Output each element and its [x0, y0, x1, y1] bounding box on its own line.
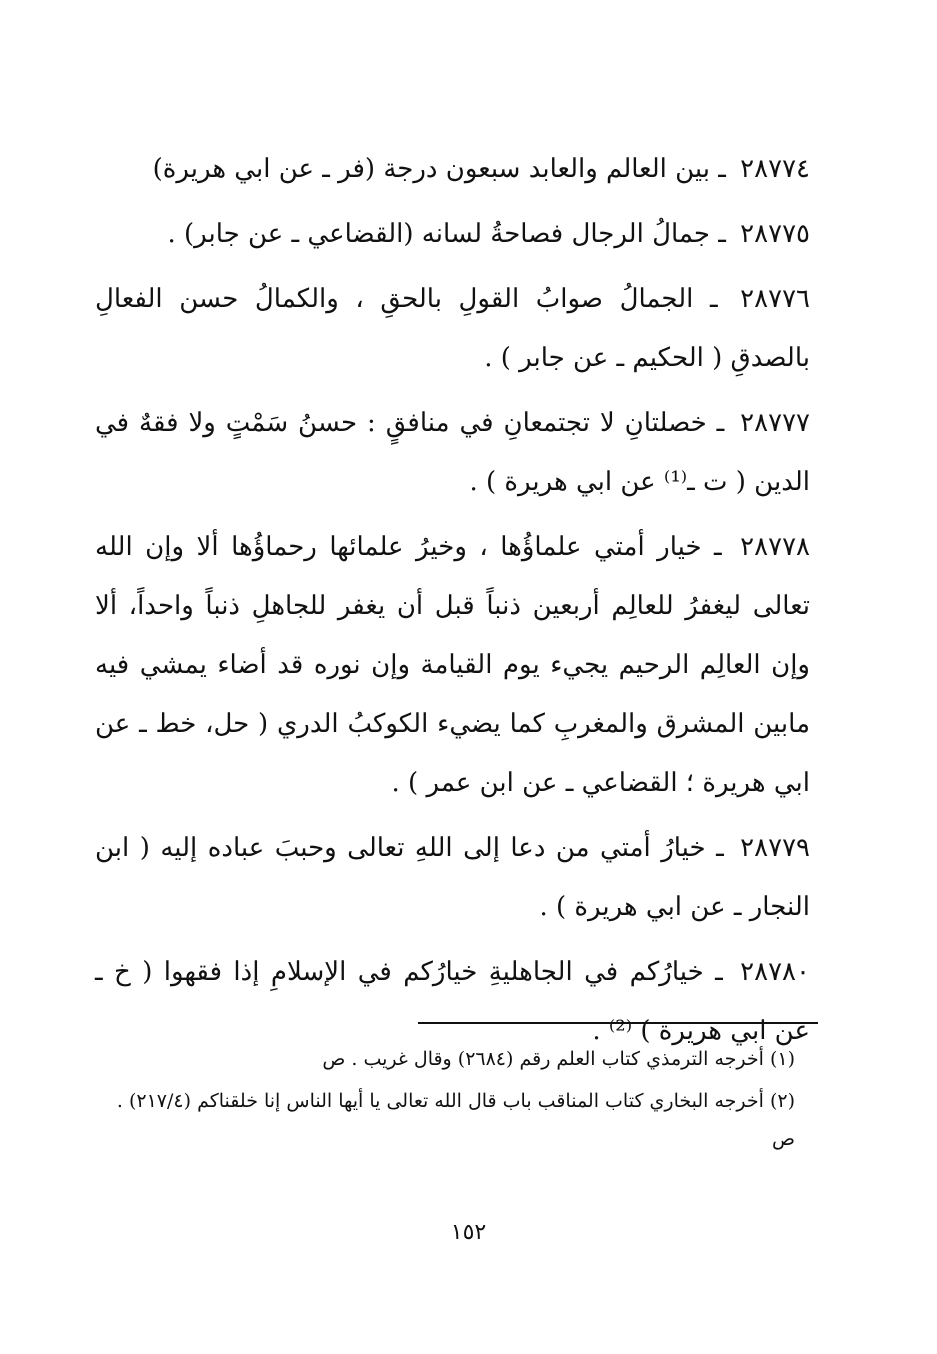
- hadith-number: ٢٨٧٧٧: [740, 408, 810, 438]
- hadith-entry: ٢٨٧٧٤ ـ بين العالم والعابد سبعون درجة (فر ـ عن ابي هريرة): [152, 154, 810, 184]
- hadith-text: بين العالم والعابد سبعون درجة (فر ـ عن ابي هريرة): [152, 154, 711, 184]
- page-number: ١٥٢: [450, 1220, 487, 1245]
- hadith-text: خصلتانِ لا تجتمعانِ في منافقٍ : حسنُ سَمْتٍ ولا فقهٌ في الدين ( ت ـ⁽¹⁾ عن ابي هريرة ) .: [95, 408, 810, 497]
- footnotes: [95, 1040, 795, 1162]
- hadith-entry: ٢٨٧٨٠ ـ خيارُكم في الجاهليةِ خيارُكم في الإسلامِ إذا فقهوا ( خ ـ عن ابي هريرة ) ⁽²⁾ .: [95, 957, 810, 1046]
- hadith-entry: ٢٨٧٧٦ ـ الجمالُ صوابُ القولِ بالحقِ ، والكمالُ حسن الفعالِ بالصدقِ ( الحكيم ـ عن جابر ) .: [95, 284, 810, 373]
- hadith-number: ٢٨٧٧٨: [740, 532, 810, 562]
- hadith-number: ٢٨٧٧٥: [740, 219, 810, 249]
- hadith-list: [95, 140, 810, 1067]
- hadith-text: الجمالُ صوابُ القولِ بالحقِ ، والكمالُ حسن الفعالِ بالصدقِ ( الحكيم ـ عن جابر ) .: [95, 284, 810, 373]
- hadith-number: ٢٨٧٨٠: [740, 957, 810, 987]
- hadith-entry: ٢٨٧٧٩ ـ خيارُ أمتي من دعا إلى اللهِ تعالى وحببَ عباده إليه ( ابن النجار ـ عن ابي هريرة ) .: [95, 833, 810, 922]
- hadith-number: ٢٨٧٧٩: [740, 833, 810, 863]
- hadith-text: خيار أمتي علماؤُها ، وخيرُ علمائها رحماؤُها ألا وإن الله تعالى ليغفرُ للعالِم أربعين ذنباً قبل أن يغفر للجاهلِ ذنباً واحداً، ألا وإن العالِم الرحيم يجيء يوم القيامة وإن نوره قد أضاء يمشي فيه مابين المشرق والمغربِ كما يضيء الكوكبُ الدري ( حل، خط ـ عن ابي هريرة ؛ القضاعي ـ عن ابن عمر ) .: [95, 532, 810, 798]
- footnote-divider: [418, 1022, 818, 1024]
- footnote: (١) أخرجه الترمذي كتاب العلم رقم (٢٦٨٤) وقال غريب . ص: [322, 1048, 795, 1070]
- hadith-text: جمالُ الرجال فصاحةُ لسانه (القضاعي ـ عن جابر) .: [167, 219, 711, 249]
- hadith-entry: ٢٨٧٧٧ ـ خصلتانِ لا تجتمعانِ في منافقٍ : حسنُ سَمْتٍ ولا فقهٌ في الدين ( ت ـ⁽¹⁾ عن ابي هريرة ) .: [95, 408, 810, 497]
- hadith-text: خيارُكم في الجاهليةِ خيارُكم في الإسلامِ إذا فقهوا ( خ ـ عن ابي هريرة ) ⁽²⁾ .: [95, 957, 810, 1046]
- hadith-text: خيارُ أمتي من دعا إلى اللهِ تعالى وحببَ عباده إليه ( ابن النجار ـ عن ابي هريرة ) .: [95, 833, 810, 922]
- footnote: (٢) أخرجه البخاري كتاب المناقب باب قال الله تعالى يا أيها الناس إنا خلقناكم (٢١٧/٤) . ص: [116, 1090, 795, 1150]
- hadith-number: ٢٨٧٧٤: [740, 154, 810, 184]
- hadith-entry: ٢٨٧٧٥ ـ جمالُ الرجال فصاحةُ لسانه (القضاعي ـ عن جابر) .: [167, 219, 810, 249]
- hadith-number: ٢٨٧٧٦: [740, 284, 810, 314]
- hadith-entry: ٢٨٧٧٨ ـ خيار أمتي علماؤُها ، وخيرُ علمائها رحماؤُها ألا وإن الله تعالى ليغفرُ للعالِم أربعين ذنباً قبل أن يغفر للجاهلِ ذنباً واحداً، ألا وإن العالِم الرحيم يجيء يوم القيامة وإن نوره قد أضاء يمشي فيه مابين المشرق والمغربِ كما يضيء الكوكبُ الدري ( حل، خط ـ عن ابي هريرة ؛ القضاعي ـ عن ابن عمر ) .: [95, 532, 810, 798]
